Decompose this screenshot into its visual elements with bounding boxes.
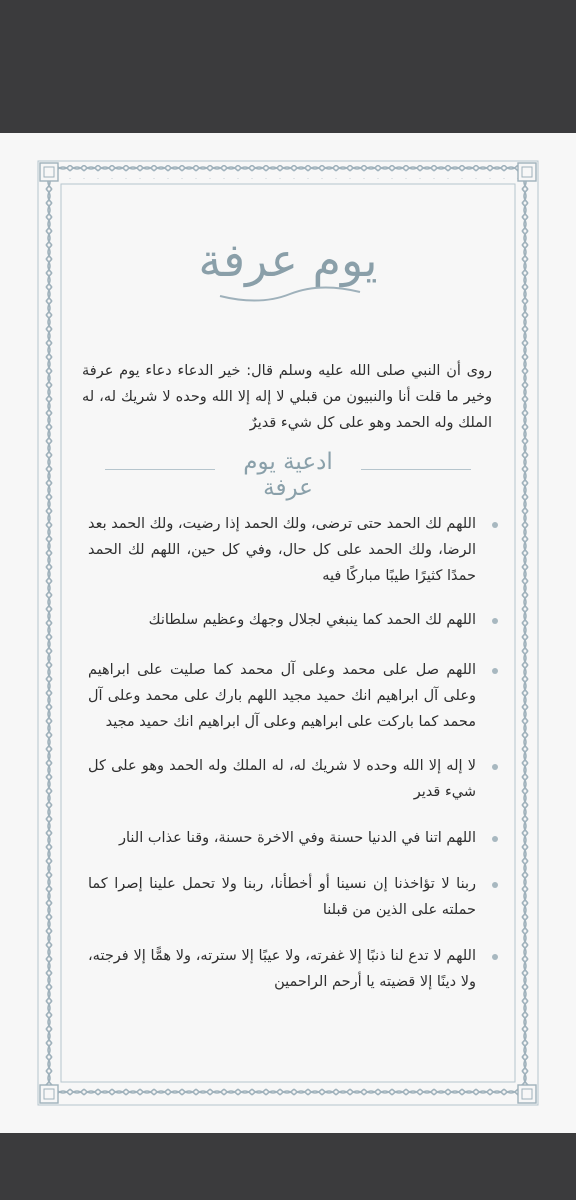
- bullet-icon: [492, 954, 498, 960]
- list-item: [88, 511, 498, 589]
- dua-text: اللهم لا تدع لنا ذنبًا إلا غفرته، ولا عيبًا إلا سترته، ولا همًّا إلا فرجته، ولا دينًا إلا قضيته يا أرحم الراحمين: [88, 948, 476, 990]
- heading-rule-right: [361, 469, 471, 470]
- list-item: [88, 871, 498, 923]
- dua-text: ربنا لا تؤاخذنا إن نسينا أو أخطأنا، ربنا ولا تحمل علينا إصرا كما حملته على الذين من قبلنا: [88, 876, 476, 918]
- section-heading-text: ادعية يوم عرفة: [243, 449, 333, 501]
- dua-text: لا إله إلا الله وحده لا شريك له، له الملك وله الحمد وهو على كل شيء قدير: [88, 758, 476, 800]
- dua-text: اللهم لك الحمد كما ينبغي لجلال وجهك وعظيم سلطانك: [148, 612, 476, 628]
- document-page: [0, 133, 576, 1133]
- bullet-icon: [492, 836, 498, 842]
- bullet-icon: [492, 668, 498, 674]
- title-flourish-icon: [210, 278, 370, 308]
- dua-text: اللهم اتنا في الدنيا حسنة وفي الاخرة حسنة، وقنا عذاب النار: [119, 830, 476, 846]
- dua-list: [88, 511, 498, 995]
- list-item: [88, 753, 498, 805]
- top-dark-bar: [0, 0, 576, 133]
- list-item: [88, 943, 498, 995]
- bottom-dark-bar: [0, 1133, 576, 1200]
- bullet-icon: [492, 882, 498, 888]
- bullet-icon: [492, 764, 498, 770]
- heading-rule-left: [105, 469, 215, 470]
- bullet-icon: [492, 618, 498, 624]
- list-item: [88, 607, 498, 633]
- list-item: [88, 825, 498, 851]
- section-heading: [105, 445, 471, 501]
- page-title: يوم عرفة: [198, 233, 378, 287]
- bullet-icon: [492, 522, 498, 528]
- dua-text: اللهم لك الحمد حتى ترضى، ولك الحمد إذا رضيت، ولك الحمد بعد الرضا، ولك الحمد على كل حال، وفي كل حين، اللهم لك الحمد حمدًا كثيرًا طيبًا مباركًا فيه: [88, 516, 476, 584]
- document-content: [0, 133, 576, 1133]
- list-item: [88, 657, 498, 735]
- intro-paragraph: روى أن النبي صلى الله عليه وسلم قال: خير الدعاء دعاء يوم عرفة وخير ما قلت أنا والنبيون من قبلي لا إله إلا الله وحده لا شريك له، له الملك وله الحمد وهو على كل شيء قديرٌ: [82, 362, 492, 431]
- dua-text: اللهم صل على محمد وعلى آل محمد كما صليت على ابراهيم وعلى آل ابراهيم انك حميد مجيد اللهم بارك على محمد وعلى آل محمد كما باركت على ابراهيم وعلى آل ابراهيم انك حميد مجيد: [88, 662, 476, 730]
